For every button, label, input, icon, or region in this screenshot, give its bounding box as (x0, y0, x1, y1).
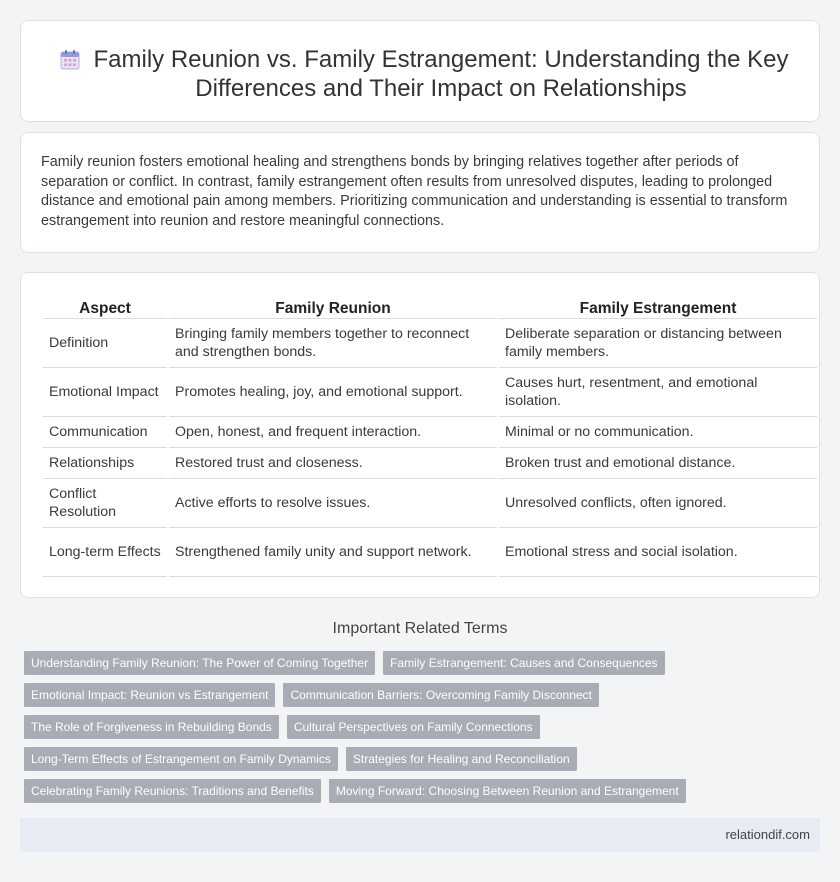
table-cell: Minimal or no communication. (499, 417, 817, 448)
table-cell: Deliberate separation or distancing between family members. (499, 319, 817, 368)
calendar-icon (59, 49, 81, 71)
header-card (20, 20, 820, 122)
related-terms-list (24, 651, 804, 811)
intro-card (20, 132, 820, 253)
column-header-family-reunion: Family Reunion (169, 295, 497, 319)
column-header-family-estrangement: Family Estrangement (499, 295, 817, 319)
comparison-card (20, 272, 820, 598)
table-cell: Emotional Impact (43, 368, 167, 417)
related-term-tag[interactable]: The Role of Forgiveness in Rebuilding Bonds (24, 715, 279, 739)
table-cell: Bringing family members together to reconnect and strengthen bonds. (169, 319, 497, 368)
table-row (43, 479, 817, 528)
table-row (43, 319, 817, 368)
intro-paragraph: Family reunion fosters emotional healing and strengthens bonds by bringing relatives together after periods of separation or conflict. In contrast, family estrangement often results from unresolved disputes, leading to prolonged distance and emotional pain among members. Prioritizing communication and understanding is essential to transform estrangement into reunion and restore meaningful connections. (41, 154, 788, 229)
table-cell: Open, honest, and frequent interaction. (169, 417, 497, 448)
related-term-tag[interactable]: Long-Term Effects of Estrangement on Family Dynamics (24, 747, 338, 771)
related-term-tag[interactable]: Strategies for Healing and Reconciliation (346, 747, 577, 771)
related-terms-heading: Important Related Terms (332, 620, 508, 637)
table-cell: Unresolved conflicts, often ignored. (499, 479, 817, 528)
table-cell: Causes hurt, resentment, and emotional isolation. (499, 368, 817, 417)
table-row (43, 528, 817, 577)
table-cell: Strengthened family unity and support network. (169, 528, 497, 577)
related-term-tag[interactable]: Family Estrangement: Causes and Consequences (383, 651, 664, 675)
related-term-tag[interactable]: Cultural Perspectives on Family Connections (287, 715, 540, 739)
footer-site-link[interactable]: relationdif.com (725, 827, 810, 842)
footer-bar (20, 818, 820, 852)
related-term-tag[interactable]: Communication Barriers: Overcoming Family Disconnect (283, 683, 598, 707)
related-term-tag[interactable]: Emotional Impact: Reunion vs Estrangement (24, 683, 275, 707)
table-cell: Promotes healing, joy, and emotional support. (169, 368, 497, 417)
page-title: Family Reunion vs. Family Estrangement: Understanding the Key Differences and Their Impact on Relationships (93, 46, 789, 102)
related-term-tag[interactable]: Celebrating Family Reunions: Traditions and Benefits (24, 779, 321, 803)
table-cell: Conflict Resolution (43, 479, 167, 528)
related-term-tag[interactable]: Understanding Family Reunion: The Power of Coming Together (24, 651, 375, 675)
table-header-row (43, 295, 817, 319)
table-cell: Restored trust and closeness. (169, 448, 497, 479)
table-cell: Long-term Effects (43, 528, 167, 577)
table-cell: Relationships (43, 448, 167, 479)
comparison-table (41, 295, 819, 577)
table-row (43, 417, 817, 448)
column-header-aspect: Aspect (43, 295, 167, 319)
table-cell: Broken trust and emotional distance. (499, 448, 817, 479)
table-cell: Communication (43, 417, 167, 448)
table-cell: Active efforts to resolve issues. (169, 479, 497, 528)
table-row (43, 368, 817, 417)
table-row (43, 448, 817, 479)
table-cell: Emotional stress and social isolation. (499, 528, 817, 577)
table-cell: Definition (43, 319, 167, 368)
related-term-tag[interactable]: Moving Forward: Choosing Between Reunion and Estrangement (329, 779, 686, 803)
